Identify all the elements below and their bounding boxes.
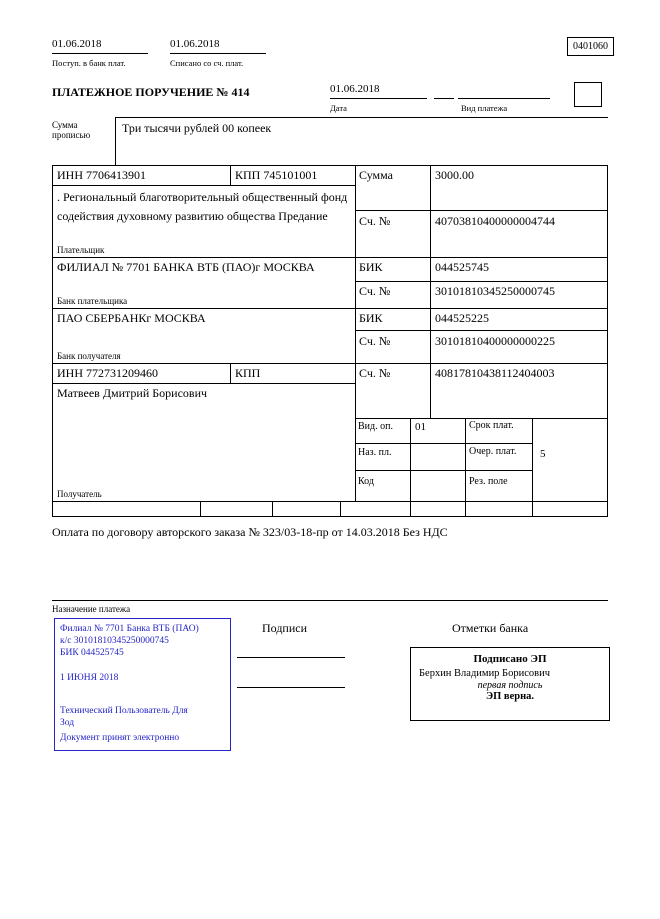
divider — [430, 165, 431, 418]
form-code-box: 0401060 — [567, 37, 614, 56]
beneficiary-account-label: Сч. № — [359, 366, 391, 380]
stamp-line: 1 ИЮНЯ 2018 — [60, 673, 119, 683]
beneficiary-bank-bik: 044525225 — [435, 311, 489, 325]
priority-label: Очер. плат. — [469, 446, 517, 457]
payer-section-label: Плательщик — [57, 245, 105, 255]
divider — [340, 501, 341, 516]
beneficiary-account: 40817810438112404003 — [435, 366, 555, 380]
document-date-value: 01.06.2018 — [330, 83, 427, 99]
divider — [52, 363, 608, 364]
amount-in-words-value: Три тысячи рублей 00 копеек — [122, 121, 272, 135]
divider — [355, 165, 356, 501]
esign-verdict: ЭП верна. — [485, 691, 534, 702]
purpose-code-label: Наз. пл. — [358, 447, 392, 458]
date-debited-label: Списано со сч. плат. — [170, 58, 244, 68]
stamp-line: Технический Пользователь Для Зод — [60, 706, 188, 728]
payment-kind-label: Вид платежа — [461, 103, 508, 113]
divider — [607, 165, 608, 516]
amount-in-words-label: Сумма прописью — [52, 120, 91, 140]
divider — [355, 281, 608, 282]
divider — [52, 600, 608, 601]
payer-bank-bik: 044525745 — [435, 260, 489, 274]
payer-inn: ИНН 7706413901 — [57, 168, 146, 182]
pay-term-label: Срок плат. — [469, 420, 514, 431]
divider — [52, 185, 355, 186]
bank-marks-header: Отметки банка — [452, 621, 529, 635]
divider — [52, 516, 608, 517]
payer-kpp: КПП 745101001 — [235, 168, 318, 182]
beneficiary-bank-section-label: Банк получателя — [57, 351, 121, 361]
divider — [355, 330, 608, 331]
divider — [465, 418, 466, 501]
beneficiary-bank-account-label: Сч. № — [359, 334, 391, 348]
payer-bank-section-label: Банк плательщика — [57, 296, 128, 306]
esign-signer: Берхин Владимир Борисович — [419, 668, 550, 679]
beneficiary-bank-bik-label: БИК — [359, 311, 383, 325]
divider — [355, 210, 608, 211]
divider — [115, 117, 116, 165]
beneficiary-section-label: Получатель — [57, 489, 102, 499]
date-received-value: 01.06.2018 — [52, 38, 148, 54]
stamp-line: к/с 30101810345250000745 — [60, 636, 169, 646]
code-label: Код — [358, 476, 374, 487]
divider — [410, 418, 411, 501]
beneficiary-kpp-label: КПП — [235, 366, 261, 380]
payer-account-label: Сч. № — [359, 214, 391, 228]
op-kind-label: Вид. оп. — [358, 421, 393, 432]
divider — [52, 383, 355, 384]
divider — [52, 257, 608, 258]
divider — [355, 418, 608, 419]
date-received-label: Поступ. в банк плат. — [52, 58, 126, 68]
beneficiary-bank-name: ПАО СБЕРБАНКг МОСКВА — [57, 311, 206, 325]
esign-title: Подписано ЭП — [473, 653, 547, 665]
signature-line — [237, 657, 345, 658]
divider — [532, 501, 533, 516]
stamp-line: БИК 044525745 — [60, 648, 124, 658]
divider — [410, 501, 411, 516]
esign-box — [410, 647, 610, 721]
reserve-field-label: Рез. поле — [469, 476, 508, 487]
divider — [434, 98, 454, 99]
payer-bank-bik-label: БИК — [359, 260, 383, 274]
esign-note: первая подпись — [477, 680, 543, 691]
payment-purpose-label: Назначение платежа — [52, 604, 131, 614]
beneficiary-inn: ИНН 772731209460 — [57, 366, 158, 380]
payer-account: 40703810400000004744 — [435, 214, 555, 228]
beneficiary-name: Матвеев Дмитрий Борисович — [57, 386, 208, 400]
op-kind-value: 01 — [415, 421, 426, 433]
priority-value: 5 — [540, 448, 546, 460]
payer-bank-account: 30101810345250000745 — [435, 284, 555, 298]
document-date-label: Дата — [330, 103, 347, 113]
signatures-header: Подписи — [262, 621, 308, 635]
payer-bank-account-label: Сч. № — [359, 284, 391, 298]
divider — [355, 470, 532, 471]
amount-value: 3000.00 — [435, 168, 474, 182]
payer-bank-name: ФИЛИАЛ № 7701 БАНКА ВТБ (ПАО)г МОСКВА — [57, 260, 315, 274]
payer-name: . Региональный благотворительный общественный фонд содействия духовному развитию общества Предание — [57, 190, 348, 223]
divider — [200, 501, 201, 516]
bank-stamp — [54, 618, 231, 751]
stamp-line: Филиал № 7701 Банка ВТБ (ПАО) — [60, 624, 199, 634]
amount-label: Сумма — [359, 168, 393, 182]
signature-line — [237, 687, 345, 688]
divider — [272, 501, 273, 516]
divider — [230, 363, 231, 383]
payment-kind-box — [574, 82, 602, 107]
document-title: ПЛАТЕЖНОЕ ПОРУЧЕНИЕ № 414 — [52, 85, 250, 99]
divider — [532, 418, 533, 501]
divider — [52, 308, 608, 309]
stamp-line: Документ принят электронно — [60, 733, 180, 743]
divider — [355, 443, 532, 444]
divider — [458, 98, 550, 99]
beneficiary-bank-account: 30101810400000000225 — [435, 334, 555, 348]
divider — [230, 165, 231, 185]
divider — [115, 117, 608, 118]
divider — [52, 165, 53, 516]
date-debited-value: 01.06.2018 — [170, 38, 266, 54]
payment-purpose-text: Оплата по договору авторского заказа № 323/03-18-пр от 14.03.2018 Без НДС — [52, 525, 448, 539]
divider — [465, 501, 466, 516]
divider — [52, 165, 608, 166]
divider — [52, 501, 608, 502]
